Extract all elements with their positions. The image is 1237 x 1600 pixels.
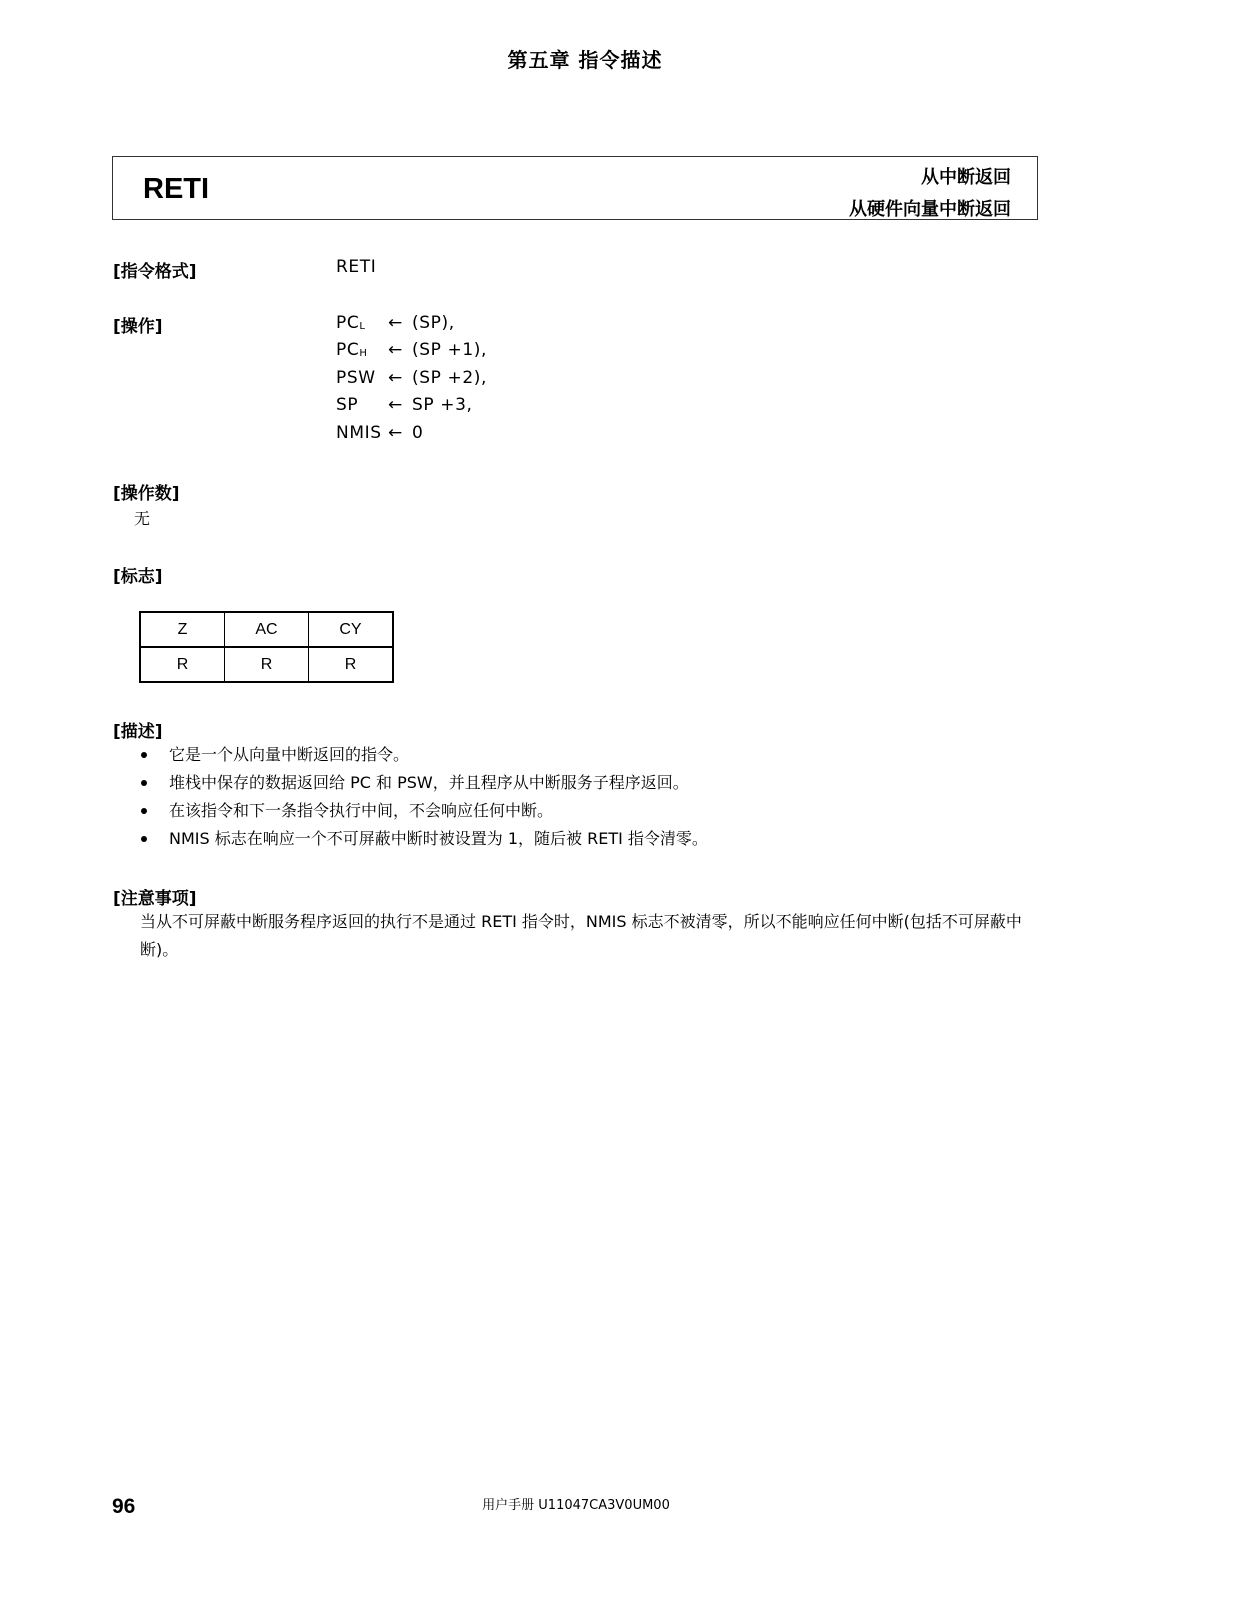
flag-value-ac: R — [225, 647, 309, 682]
operation-expression: (SP), — [412, 312, 455, 333]
document-id: 用户手册 U11047CA3V0UM00 — [482, 1498, 670, 1513]
flags-table — [139, 611, 394, 683]
flag-header-z: Z — [140, 612, 225, 647]
operation-expression: (SP +2), — [412, 367, 487, 388]
flags-label: [标志] — [113, 567, 163, 587]
list-item-text: 堆栈中保存的数据返回给 PC 和 PSW，并且程序从中断服务子程序返回。 — [169, 773, 689, 792]
notes-label: [注意事项] — [113, 889, 197, 909]
left-arrow-icon: ← — [388, 422, 403, 443]
flag-header-ac: AC — [225, 612, 309, 647]
description-list — [139, 741, 708, 853]
operation-register: PSW — [336, 367, 376, 388]
operation-register: PC — [336, 340, 360, 361]
bullet-icon — [141, 836, 147, 842]
operation-row — [336, 392, 487, 420]
flags-value-row — [140, 647, 393, 682]
left-arrow-icon: ← — [388, 367, 403, 388]
instruction-description-line1: 从中断返回 — [921, 167, 1011, 188]
page-number: 96 — [112, 1495, 136, 1518]
operation-label: [操作] — [113, 317, 163, 337]
operands-label: [操作数] — [113, 484, 180, 504]
instruction-name: RETI — [143, 173, 210, 205]
bullet-icon — [141, 752, 147, 758]
format-label: [指令格式] — [113, 262, 197, 282]
notes-text: 当从不可屏蔽中断服务程序返回的执行不是通过 RETI 指令时，NMIS 标志不被清零，所以不能响应任何中断(包括不可屏蔽中断)。 — [140, 912, 1022, 959]
description-label: [描述] — [113, 722, 163, 742]
list-item — [139, 825, 708, 853]
operation-expression: 0 — [412, 422, 424, 443]
operation-table — [336, 309, 487, 447]
operation-row — [336, 419, 487, 447]
operation-register-subscript: L — [359, 320, 366, 332]
list-item — [139, 797, 708, 825]
format-value: RETI — [336, 257, 377, 277]
operation-expression: (SP +1), — [412, 340, 487, 361]
operation-register: SP — [336, 395, 359, 416]
operation-register: PC — [336, 312, 360, 333]
operation-expression: SP +3, — [412, 395, 473, 416]
instruction-header-box — [112, 156, 1038, 220]
left-arrow-icon: ← — [388, 340, 403, 361]
list-item — [139, 741, 708, 769]
bullet-icon — [141, 808, 147, 814]
operation-row — [336, 337, 487, 365]
bullet-icon — [141, 780, 147, 786]
operation-register-subscript: H — [359, 348, 368, 360]
operands-value: 无 — [134, 509, 151, 528]
flag-value-cy: R — [309, 647, 394, 682]
list-item — [139, 769, 708, 797]
flag-value-z: R — [140, 647, 225, 682]
list-item-text: NMIS 标志在响应一个不可屏蔽中断时被设置为 1，随后被 RETI 指令清零。 — [169, 829, 708, 848]
left-arrow-icon: ← — [388, 395, 403, 416]
flag-header-cy: CY — [309, 612, 394, 647]
operation-row — [336, 364, 487, 392]
flags-header-row — [140, 612, 393, 647]
list-item-text: 在该指令和下一条指令执行中间，不会响应任何中断。 — [169, 801, 554, 820]
operation-row — [336, 309, 487, 337]
instruction-description-line2: 从硬件向量中断返回 — [849, 199, 1011, 220]
list-item-text: 它是一个从向量中断返回的指令。 — [169, 745, 410, 764]
chapter-title: 第五章 指令描述 — [507, 48, 663, 72]
left-arrow-icon: ← — [388, 312, 403, 333]
operation-register: NMIS — [336, 422, 382, 443]
